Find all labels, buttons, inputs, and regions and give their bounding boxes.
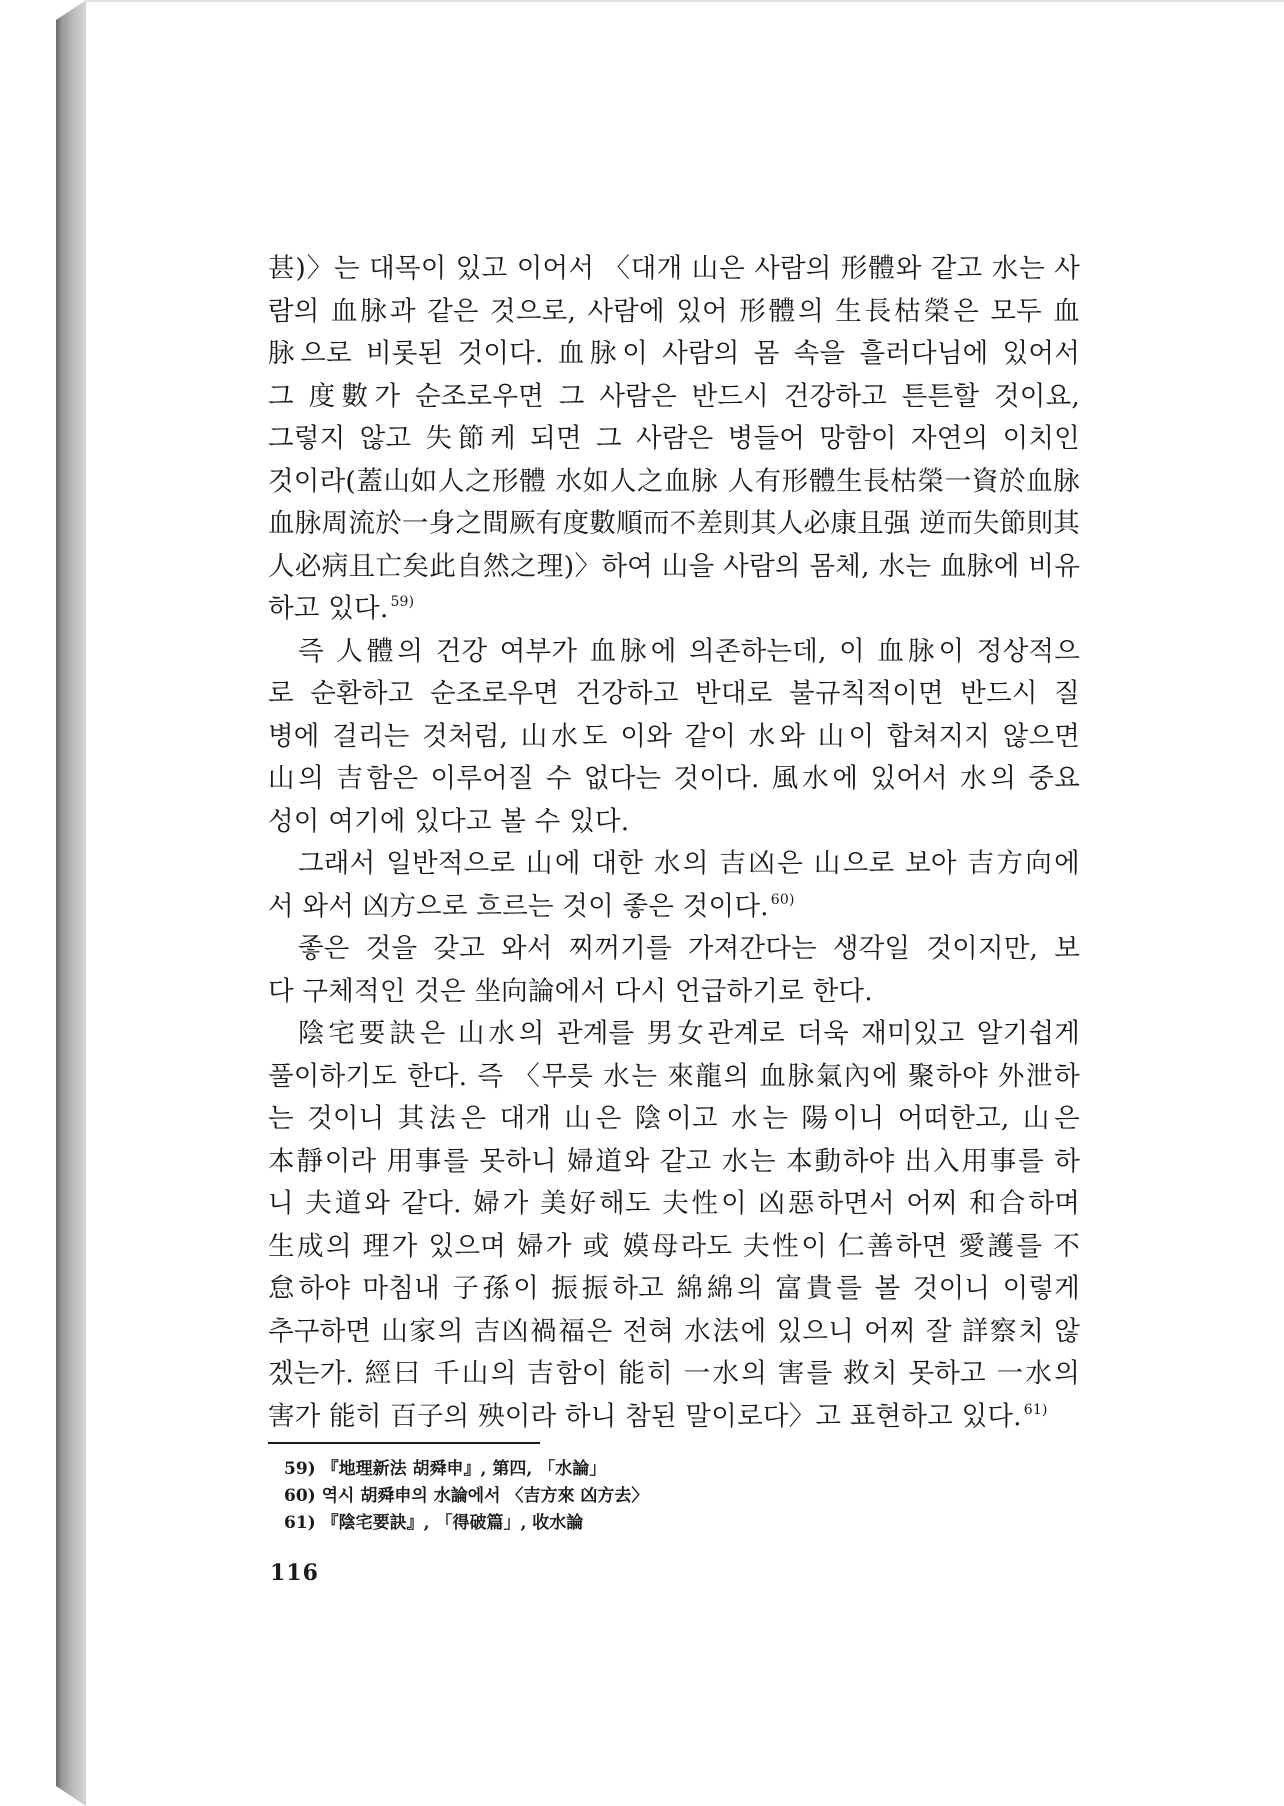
- body-line: [268, 376, 1080, 419]
- body-line: [268, 801, 1080, 844]
- body-line: [268, 928, 1080, 971]
- body-line-text: 甚)〉는 대목이 있고 이어서 〈대개 山은 사람의 形體와 같고 水는 사: [268, 253, 1080, 284]
- body-line: [268, 503, 1080, 546]
- page-number: 116: [270, 1560, 319, 1586]
- body-line: [268, 716, 1080, 759]
- body-line-text: 성이 여기에 있다고 볼 수 있다.: [268, 805, 630, 837]
- body-line-text: 것이라(蓋山如人之形體 水如人之血脉 人有形體生長枯榮一資於血脉: [268, 465, 1080, 497]
- body-line: [268, 971, 1080, 1014]
- body-line: [268, 1268, 1080, 1311]
- body-line-text: 로 순환하고 순조로우면 건강하고 반대로 불규칙적이면 반드시 질: [268, 678, 1080, 709]
- body-line-text: 그렇지 않고 失節케 되면 그 사람은 병들어 망함이 자연의 이치인: [268, 423, 1080, 454]
- body-line-text: 는 것이니 其法은 대개 山은 陰이고 水는 陽이니 어떠한고, 山은: [268, 1103, 1080, 1134]
- body-line-text: 陰宅要訣은 山水의 관계를 男女관계로 더욱 재미있고 알기쉽게: [298, 1018, 1080, 1049]
- footnotes: [284, 1456, 1044, 1537]
- body-line: [268, 1098, 1080, 1141]
- body-line-text: 즉 人體의 건강 여부가 血脉에 의존하는데, 이 血脉이 정상적으: [298, 635, 1080, 667]
- body-line-text: 좋은 것을 갖고 와서 찌꺼기를 가져간다는 생각일 것이지만, 보: [298, 933, 1080, 964]
- footnote-reference[interactable]: 60): [770, 891, 795, 908]
- body-line: [268, 1396, 1080, 1439]
- footnote-reference[interactable]: 61): [1023, 1401, 1048, 1418]
- footnote-61: 61) 『陰宅要訣』, 「得破篇」, 收水論: [284, 1513, 584, 1533]
- body-line-text: 다 구체적인 것은 坐向論에서 다시 언급하기로 한다.: [268, 975, 873, 1007]
- footnote-59: 59) 『地理新法 胡舜申』, 第四, 「水論」: [284, 1459, 607, 1479]
- body-line: [268, 673, 1080, 716]
- body-line: [268, 291, 1080, 334]
- footnote-60: 60) 역시 胡舜申의 水論에서 〈吉方來 凶方去〉: [284, 1486, 649, 1506]
- body-line: [268, 886, 1080, 929]
- body-line: [268, 333, 1080, 376]
- body-line-text: 그래서 일반적으로 山에 대한 水의 吉凶은 山으로 보아 吉方向에: [298, 848, 1080, 879]
- body-line-text: 生成의 理가 있으며 婦가 或 嫫母라도 夫性이 仁善하면 愛護를 不: [268, 1230, 1080, 1262]
- body-line: [268, 758, 1080, 801]
- book-spine: [56, 0, 86, 1806]
- body-line: [268, 1183, 1080, 1226]
- footnote-reference[interactable]: 59): [390, 594, 415, 610]
- body-line-text: 추구하면 山家의 吉凶禍福은 전혀 水法에 있으니 어찌 잘 詳察치 않: [268, 1315, 1080, 1347]
- spine-top-corner: [56, 0, 86, 20]
- body-line-text: 脉으로 비롯된 것이다. 血脉이 사람의 몸 속을 흘러다님에 있어서: [268, 338, 1080, 369]
- body-line-text: 人必病且亡矣此自然之理)〉하여 山을 사람의 몸체, 水는 血脉에 비유: [268, 550, 1080, 582]
- body-line-text: 山의 吉함은 이루어질 수 없다는 것이다. 風水에 있어서 水의 중요: [268, 763, 1080, 794]
- body-line-text: 하고 있다.: [268, 593, 389, 624]
- body-line: [268, 588, 1080, 631]
- body-line: [268, 1013, 1080, 1056]
- body-line: [268, 546, 1080, 589]
- body-line-text: 血脉周流於一身之間厥有度數順而不差則其人必康且强 逆而失節則其: [268, 508, 1080, 539]
- body-line-text: 겠는가. 經曰 千山의 吉함이 能히 一水의 害를 救치 못하고 一水의: [268, 1358, 1080, 1389]
- body-line-text: 서 와서 凶方으로 흐르는 것이 좋은 것이다.: [268, 890, 769, 922]
- body-line: [268, 1353, 1080, 1396]
- body-line: [268, 418, 1080, 461]
- body-line: [268, 1141, 1080, 1184]
- spine-bottom-corner: [56, 1786, 86, 1806]
- body-line: [268, 461, 1080, 504]
- body-line-text: 害가 能히 百子의 殃이라 하니 참된 말이로다〉고 표현하고 있다.: [268, 1400, 1022, 1432]
- body-line-text: 병에 걸리는 것처럼, 山水도 이와 같이 水와 山이 합쳐지지 않으면: [268, 720, 1080, 752]
- body-text: [268, 248, 1080, 1438]
- footnote-divider: [268, 1442, 540, 1444]
- body-line: [268, 1311, 1080, 1354]
- body-line: [268, 1226, 1080, 1269]
- body-line: [268, 248, 1080, 291]
- body-line: [268, 843, 1080, 886]
- body-line: [268, 1056, 1080, 1099]
- body-line-text: 니 夫道와 같다. 婦가 美好해도 夫性이 凶惡하면서 어찌 和合하며: [268, 1188, 1080, 1219]
- body-line-text: 그 度數가 순조로우면 그 사람은 반드시 건강하고 튼튼할 것이요,: [268, 380, 1080, 412]
- body-line-text: 람의 血脉과 같은 것으로, 사람에 있어 形體의 生長枯榮은 모두 血: [268, 295, 1080, 327]
- body-line-text: 怠하야 마침내 子孫이 振振하고 綿綿의 富貴를 볼 것이니 이렇게: [268, 1273, 1080, 1304]
- body-line-text: 本靜이라 用事를 못하니 婦道와 같고 水는 本動하야 出入用事를 하: [268, 1145, 1080, 1177]
- body-line-text: 풀이하기도 한다. 즉 〈무릇 水는 來龍의 血脉氣內에 聚하야 外泄하: [268, 1060, 1080, 1092]
- body-line: [268, 631, 1080, 674]
